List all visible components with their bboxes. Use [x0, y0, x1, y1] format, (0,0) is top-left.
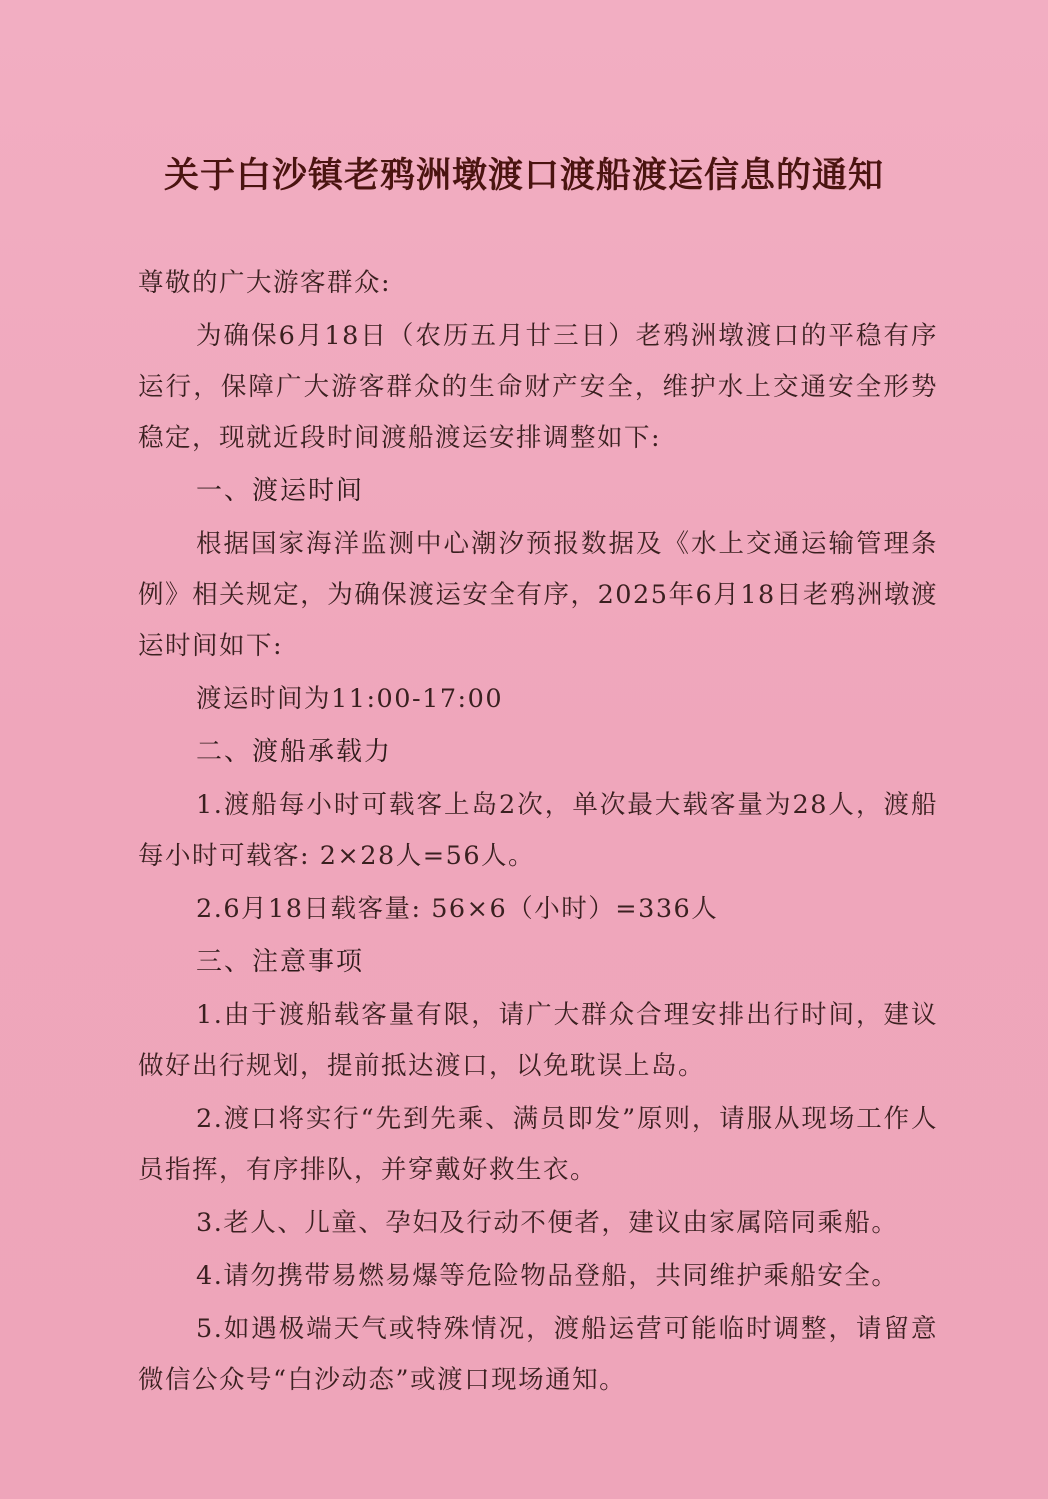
- notes-item-1: 1.由于渡船载客量有限，请广大群众合理安排出行时间，建议做好出行规划，提前抵达渡口，以免耽误上岛。: [138, 1000, 938, 1081]
- capacity-item-2: 2.6月18日载客量: 56×6（小时）=336人: [196, 894, 719, 924]
- ferry-time-value: 渡运时间为11:00-17:00: [196, 684, 504, 714]
- notes-item-4: 4.请勿携带易燃易爆等危险物品登船，共同维护乘船安全。: [196, 1261, 899, 1291]
- notes-item-3: 3.老人、儿童、孕妇及行动不便者，建议由家属陪同乘船。: [196, 1208, 899, 1238]
- section-heading-ferry-time: 一、渡运时间: [196, 476, 365, 506]
- section-heading-notes: 三、注意事项: [196, 947, 365, 977]
- ferry-time-paragraph: 根据国家海洋监测中心潮汐预报数据及《水上交通运输管理条例》相关规定，为确保渡运安全有序，2025年6月18日老鸦洲墩渡运时间如下:: [138, 529, 938, 661]
- document-title: 关于白沙镇老鸦洲墩渡口渡船渡运信息的通知: [163, 155, 884, 196]
- notes-item-2: 2.渡口将实行“先到先乘、满员即发”原则，请服从现场工作人员指挥，有序排队，并穿戴好救生衣。: [138, 1104, 938, 1185]
- capacity-item-1: 1.渡船每小时可载客上岛2次，单次最大载客量为28人，渡船每小时可载客: 2×28人=56人。: [138, 790, 938, 871]
- salutation: 尊敬的广大游客群众:: [138, 268, 392, 298]
- notes-item-5: 5.如遇极端天气或特殊情况，渡船运营可能临时调整，请留意微信公众号“白沙动态”或渡口现场通知。: [138, 1314, 938, 1395]
- intro-paragraph: 为确保6月18日（农历五月廿三日）老鸦洲墩渡口的平稳有序运行，保障广大游客群众的生命财产安全，维护水上交通安全形势稳定，现就近段时间渡船渡运安排调整如下:: [138, 321, 938, 453]
- document-body: [138, 258, 938, 1408]
- section-heading-capacity: 二、渡船承载力: [196, 737, 393, 767]
